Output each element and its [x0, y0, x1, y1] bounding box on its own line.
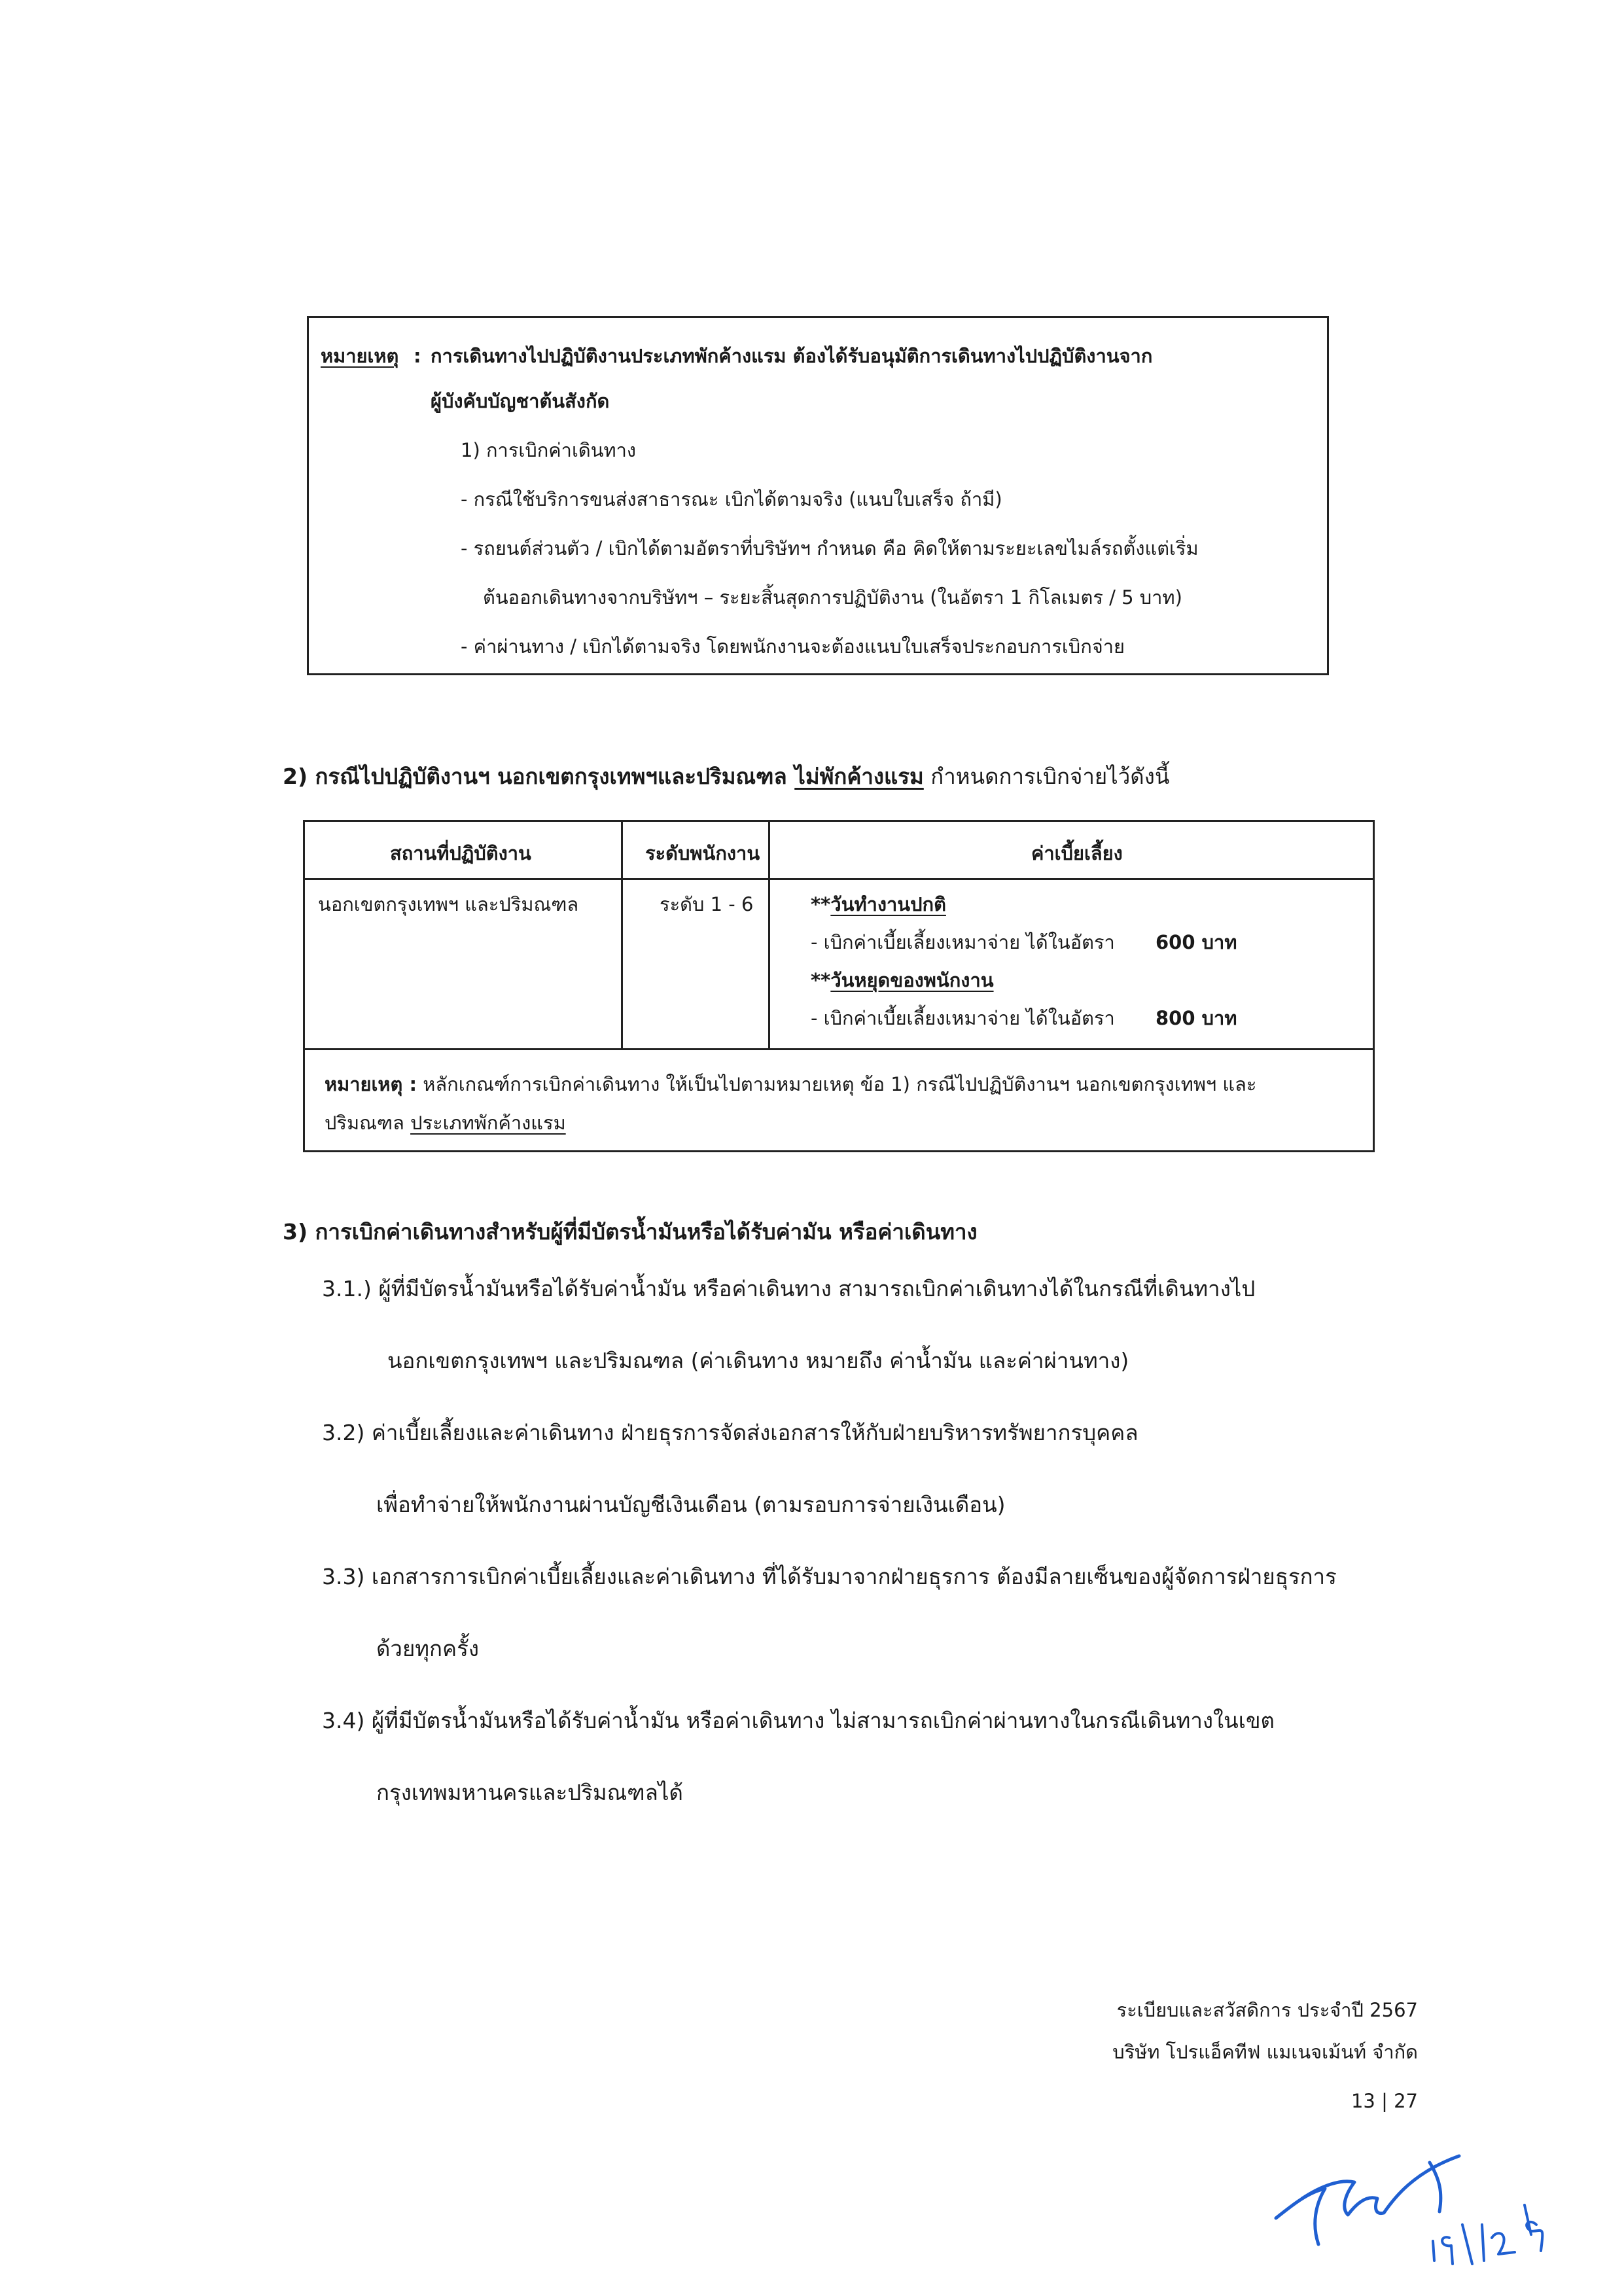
- table-note-line-1: [325, 1075, 1256, 1094]
- table-header-allowance: ค่าเบี้ยเลี้ยง: [1031, 842, 1123, 864]
- table-note-text: หลักเกณฑ์การเบิกค่าเดินทาง ให้เป็นไปตามหมายเหตุ ข้อ 1) กรณีไปปฏิบัติงานฯ นอกเขตกรุงเทพฯ และ: [417, 1073, 1257, 1095]
- normal-day-rate-text: - เบิกค่าเบี้ยเลี้ยงเหมาจ่าย ได้ในอัตรา: [811, 931, 1115, 953]
- note-bullet-1: - กรณีใช้บริการขนส่งสาธารณะ เบิกได้ตามจริง (แนบใบเสร็จ ถ้ามี): [461, 488, 1002, 510]
- footer-page-number: 13 | 27: [1350, 2090, 1418, 2112]
- section-3-item-2: 3.2) ค่าเบี้ยเลี้ยงและค่าเดินทาง ฝ่ายธุรการจัดส่งเอกสารให้กับฝ่ายบริหารทรัพยากรบุคคล: [322, 1420, 1139, 1445]
- section-3-item-4: 3.4) ผู้ที่มีบัตรน้ำมันหรือได้รับค่าน้ำมัน หรือค่าเดินทาง ไม่สามารถเบิกค่าผ่านทางในกรณีเดินทางในเขต: [322, 1708, 1275, 1733]
- section-3-item-2-cont: เพื่อทำจ่ายให้พนักงานผ่านบัญชีเงินเดือน (ตามรอบการจ่ายเงินเดือน): [376, 1492, 1006, 1517]
- table-cell-level: ระดับ 1 - 6: [660, 893, 754, 915]
- footer-doc-title: ระเบียบและสวัสดิการ ประจำปี 2567: [1116, 1999, 1418, 2021]
- table-note-label: หมายเหตุ :: [325, 1073, 417, 1095]
- section-3-item-3-cont: ด้วยทุกครั้ง: [376, 1636, 479, 1661]
- normal-day-label: [811, 895, 946, 914]
- table-header-level: ระดับพนักงาน: [645, 842, 760, 864]
- holiday-rate-text: - เบิกค่าเบี้ยเลี้ยงเหมาจ่าย ได้ในอัตรา: [811, 1007, 1115, 1029]
- section-3-item-4-cont: กรุงเทพมหานครและปริมณฑลได้: [376, 1780, 683, 1805]
- table-col-divider-1: [621, 822, 623, 1048]
- normal-day-text: วันทำงานปกติ: [830, 893, 946, 915]
- section-3-heading: 3) การเบิกค่าเดินทางสำหรับผู้ที่มีบัตรน้ำมันหรือได้รับค่ามัน หรือค่าเดินทาง: [283, 1219, 978, 1245]
- note-bullet-2-cont: ต้นออกเดินทางจากบริษัทฯ – ระยะสิ้นสุดการปฏิบัติงาน (ในอัตรา 1 กิโลเมตร / 5 บาท): [483, 586, 1182, 609]
- note-colon: :: [414, 345, 421, 367]
- holiday-rate-value: 800 บาท: [1156, 1007, 1237, 1029]
- note-line-1: การเดินทางไปปฏิบัติงานประเภทพักค้างแรม ต้องได้รับอนุมัติการเดินทางไปปฏิบัติงานจาก: [431, 345, 1153, 367]
- holiday-label: [811, 971, 994, 990]
- normal-day-rate-value: 600 บาท: [1156, 931, 1237, 953]
- allowance-table: [303, 820, 1375, 1152]
- note-label: หมายเหตุ: [321, 345, 399, 367]
- holiday-text: วันหยุดของพนักงาน: [830, 969, 994, 991]
- section-2-heading-underlined: ไม่พักค้างแรม: [794, 764, 924, 789]
- table-note-divider: [305, 1048, 1373, 1050]
- footer-company: บริษัท โปรแอ็คทีฟ แมเนจเม้นท์ จำกัด: [1112, 2041, 1418, 2063]
- section-3-item-1: 3.1.) ผู้ที่มีบัตรน้ำมันหรือได้รับค่าน้ำมัน หรือค่าเดินทาง สามารถเบิกค่าเดินทางได้ในกรณีที่เดินทางไป: [322, 1276, 1256, 1301]
- section-2-heading-prefix: 2) กรณีไปปฏิบัติงานฯ นอกเขตกรุงเทพฯและปริมณฑล: [283, 764, 795, 789]
- normal-day-prefix: **: [811, 893, 831, 915]
- note-box: [307, 316, 1329, 675]
- holiday-prefix: **: [811, 969, 831, 991]
- table-col-divider-2: [768, 822, 770, 1048]
- table-header-divider: [305, 878, 1373, 880]
- table-cell-place: นอกเขตกรุงเทพฯ และปริมณฑล: [318, 893, 579, 915]
- table-note-line-2-prefix: ปริมณฑล: [325, 1112, 411, 1134]
- signature-image: [1263, 2127, 1564, 2277]
- table-note-line-2: [325, 1114, 566, 1133]
- note-line-2: ผู้บังคับบัญชาต้นสังกัด: [431, 390, 610, 412]
- note-bullet-2: - รถยนต์ส่วนตัว / เบิกได้ตามอัตราที่บริษัทฯ กำหนด คือ คิดให้ตามระยะเลขไมล์รถตั้งแต่เริ่ม: [461, 537, 1199, 559]
- note-bullet-3: - ค่าผ่านทาง / เบิกได้ตามจริง โดยพนักงานจะต้องแนบใบเสร็จประกอบการเบิกจ่าย: [461, 635, 1125, 658]
- section-3-item-1-cont: นอกเขตกรุงเทพฯ และปริมณฑล (ค่าเดินทาง หมายถึง ค่าน้ำมัน และค่าผ่านทาง): [387, 1348, 1129, 1373]
- table-header-place: สถานที่ปฏิบัติงาน: [390, 842, 531, 864]
- section-2-heading: [283, 766, 1169, 787]
- table-note-line-2-underlined: ประเภทพักค้างแรม: [410, 1112, 566, 1134]
- note-item-title: 1) การเบิกค่าเดินทาง: [461, 439, 637, 461]
- section-2-heading-suffix: กำหนดการเบิกจ่ายไว้ดังนี้: [923, 764, 1170, 789]
- section-3-item-3: 3.3) เอกสารการเบิกค่าเบี้ยเลี้ยงและค่าเดินทาง ที่ได้รับมาจากฝ่ายธุรการ ต้องมีลายเซ็นของผู้จัดการฝ่ายธุรการ: [322, 1564, 1337, 1589]
